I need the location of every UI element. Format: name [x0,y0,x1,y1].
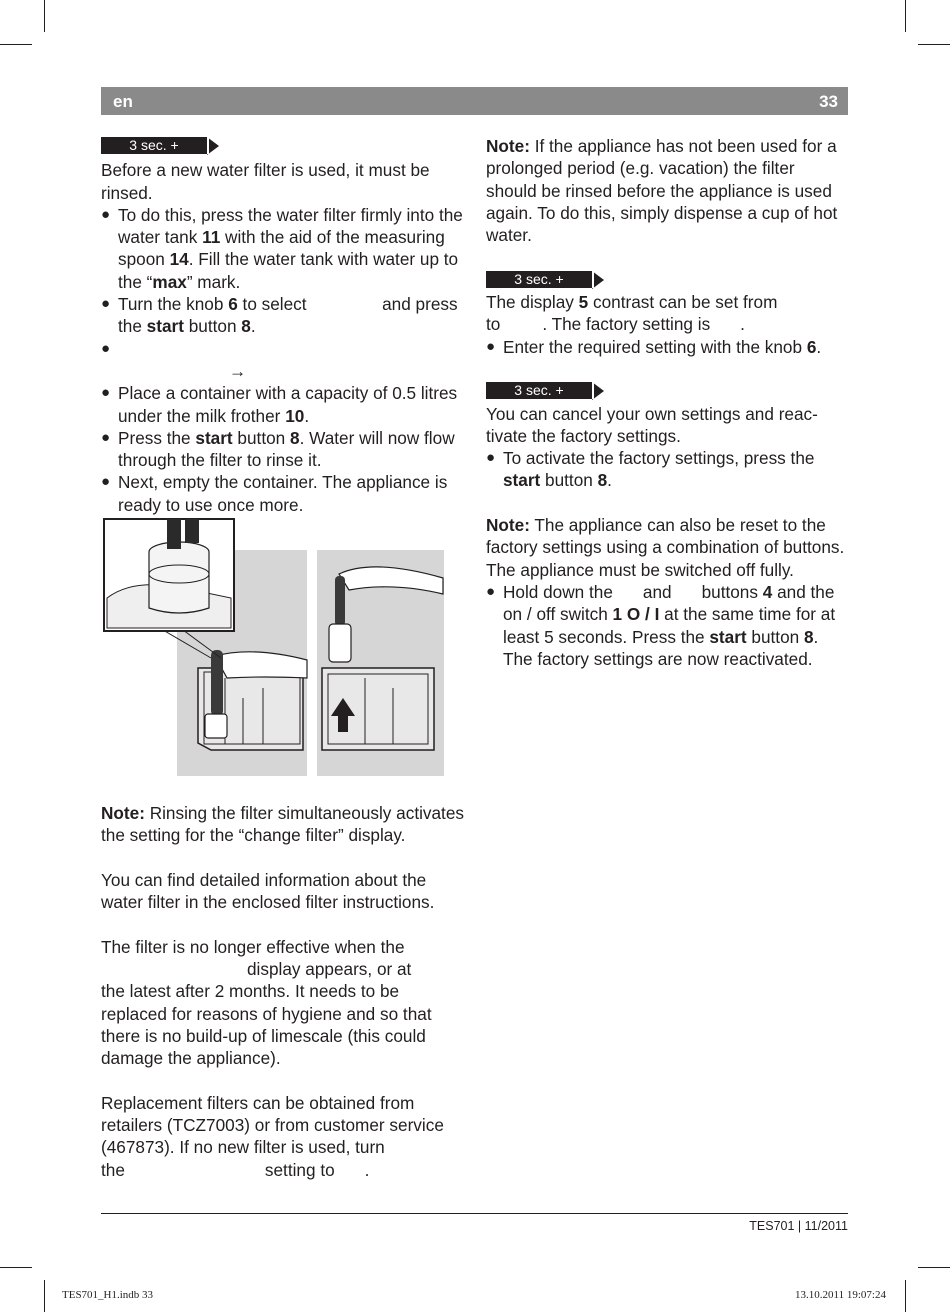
left-column [101,137,463,516]
footer-rule [101,1213,848,1214]
list-item: ● Turn the knob 6 to select and press the start button 8. [101,293,463,338]
crop-mark [44,0,45,32]
left-column-lower [101,802,465,1181]
slug-datetime: 13.10.2011 19:07:24 [795,1289,886,1301]
contrast-text-2: to . The factory setting is . [486,314,745,335]
effective-line-2: display appears, or at [247,959,412,980]
list-item: ● To activate the factory settings, press the start button 8. [486,447,850,492]
effective-line-1: The filter is no longer effective when the [101,936,405,957]
contrast-text: The display 5 contrast can be set from [486,292,778,313]
crop-mark [0,44,32,45]
crop-mark [0,1267,32,1268]
crop-mark [918,1267,950,1268]
factory-steps [486,447,850,492]
rinse-steps-cont [101,382,463,516]
note-reset: Note: The appliance can also be reset to the factory settings using a combination of buttons. The appliance must be switched off fully. [486,515,845,580]
list-item [101,338,463,360]
list-item: ● Hold down the and buttons 4 and the on / off switch 1 O / I at the same time for at least 5 seconds. Press the start button 8. The factory settings are now reactivated. [486,581,850,670]
right-column [486,135,850,670]
info-paragraph: You can find detailed information about the water filter in the enclosed filter instructions. [101,869,435,913]
list-item: ● Next, empty the container. The appliance is ready to use once more. [101,471,463,516]
replacement-paragraph: Replacement filters can be obtained from retailers (TCZ7003) or from customer service (467873). If no new filter is used, turn [101,1092,444,1158]
reset-steps [486,581,850,670]
list-item: ● Press the start button 8. Water will now flow through the filter to rinse it. [101,427,463,472]
note-vacation: Note: If the appliance has not been used for a prolonged period (e.g. vacation) the filter should be rinsed before the appliance is used again. To do this, simply dispense a cup of hot water. [486,136,838,246]
cancel-text: You can cancel your own settings and reactivate the factory settings. [486,403,818,446]
page-header [101,87,848,115]
slug-file: TES701_H1.indb 33 [62,1289,154,1301]
footer-model: TES701 | 11/2011 [749,1219,848,1233]
crop-mark [905,1280,906,1312]
hold-3sec-badge: 3 sec. + [101,137,207,154]
rinse-steps [101,204,463,360]
crop-mark [918,44,950,45]
list-item: ● Enter the required setting with the knob 6. [486,336,850,358]
crop-mark [905,0,906,32]
list-item: ● Place a container with a capacity of 0.5 litres under the milk frother 10. [101,382,463,427]
hold-3sec-badge: 3 sec. + [486,271,592,288]
hold-3sec-badge: 3 sec. + [486,382,592,399]
effective-line-3: the latest after 2 months. It needs to be replaced for reasons of hygiene and so that there is no build-up of limescale (this could damage the appliance). [101,981,432,1069]
list-item: ● To do this, press the water filter firmly into the water tank 11 with the aid of the measuring spoon 14. Fill the water tank with water up to the “max” mark. [101,204,463,293]
contrast-steps [486,336,850,358]
water-filter-illustration [103,518,445,778]
replacement-last-line: the setting to . [101,1159,370,1180]
crop-mark [44,1280,45,1312]
language-label: en [113,92,133,111]
page-number: 33 [819,92,838,111]
arrow-icon: → [229,360,247,381]
rinse-intro: Before a new water filter is used, it must be rinsed. [101,160,430,203]
note-rinse: Note: Rinsing the filter simultaneously activates the setting for the “change filter” display. [101,803,464,846]
